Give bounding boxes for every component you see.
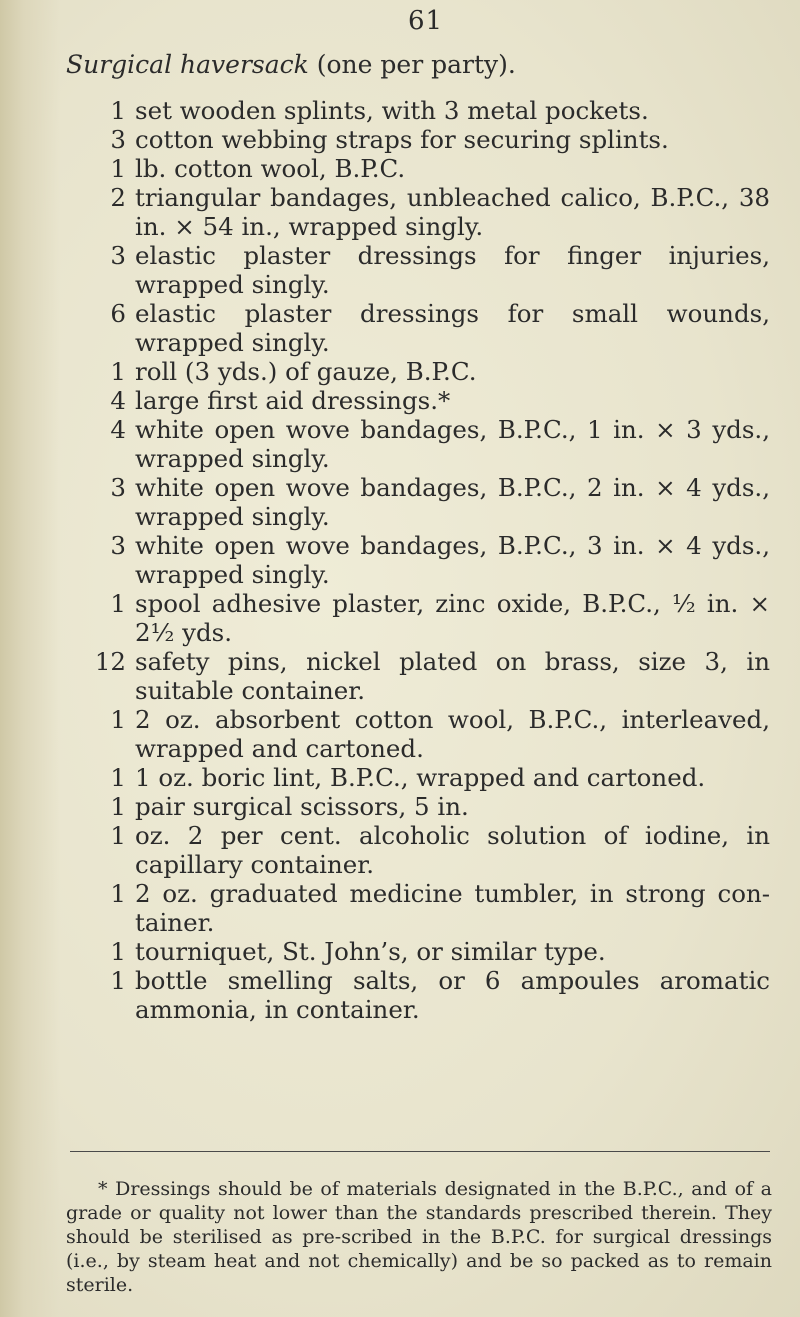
item-quantity: 3	[110, 125, 126, 154]
list-item	[70, 96, 770, 125]
list-item	[70, 241, 770, 299]
item-quantity: 4	[110, 386, 126, 415]
item-quantity: 1	[110, 705, 126, 734]
item-quantity: 1	[110, 154, 126, 183]
item-quantity: 4	[110, 415, 126, 444]
list-item	[70, 792, 770, 821]
list-item	[70, 705, 770, 763]
list-item	[70, 357, 770, 386]
item-description: 2 oz. absorbent cotton wool, B.P.C., interleaved, wrapped and cartoned.	[135, 705, 770, 763]
item-description: white open wove bandages, B.P.C., 3 in. × 4 yds., wrapped singly.	[135, 531, 770, 589]
list-item	[70, 183, 770, 241]
item-quantity: 1	[110, 879, 126, 908]
item-description: white open wove bandages, B.P.C., 1 in. × 3 yds., wrapped singly.	[135, 415, 770, 473]
list-item	[70, 879, 770, 937]
list-item	[70, 531, 770, 589]
list-item	[70, 299, 770, 357]
list-item	[70, 763, 770, 792]
item-description: oz. 2 per cent. alcoholic solution of iodine, in capillary container.	[135, 821, 770, 879]
list-item	[70, 589, 770, 647]
item-list	[70, 96, 770, 1024]
item-description: tourniquet, St. John’s, or similar type.	[135, 937, 606, 966]
item-description: elastic plaster dressings for finger injuries, wrapped singly.	[135, 241, 770, 299]
item-quantity: 1	[110, 763, 126, 792]
item-description: large first aid dressings.*	[135, 386, 451, 415]
footnote-divider	[70, 1151, 770, 1152]
item-quantity: 3	[110, 531, 126, 560]
item-description: 1 oz. boric lint, B.P.C., wrapped and cartoned.	[135, 763, 706, 792]
page-number: 61	[408, 6, 444, 36]
item-quantity: 1	[110, 966, 126, 995]
item-description: elastic plaster dressings for small wounds, wrapped singly.	[135, 299, 770, 357]
item-description: white open wove bandages, B.P.C., 2 in. × 4 yds., wrapped singly.	[135, 473, 770, 531]
item-quantity: 1	[110, 357, 126, 386]
item-description: safety pins, nickel plated on brass, size 3, in suitable container.	[135, 647, 770, 705]
item-quantity: 1	[110, 792, 126, 821]
item-quantity: 1	[110, 937, 126, 966]
item-description: 2 oz. graduated medicine tumbler, in strong con-tainer.	[135, 879, 770, 937]
list-item	[70, 473, 770, 531]
footnote: * Dressings should be of materials designated in the B.P.C., and of a grade or quality not lower than the standards prescribed therein. They should be sterilised as pre-scribed in the B.P.C. for surgical dressings (i.e., by steam heat and not chemically) and be so packed as to remain sterile.	[66, 1178, 772, 1296]
list-item	[70, 937, 770, 966]
heading-subtitle: (one per party).	[308, 50, 516, 79]
list-item	[70, 647, 770, 705]
item-quantity: 1	[110, 589, 126, 618]
item-description: bottle smelling salts, or 6 ampoules aromatic ammonia, in container.	[135, 966, 770, 1024]
item-quantity: 1	[110, 821, 126, 850]
list-item	[70, 386, 770, 415]
item-description: pair surgical scissors, 5 in.	[135, 792, 469, 821]
item-quantity: 3	[110, 241, 126, 270]
item-quantity: 2	[110, 183, 126, 212]
item-description: set wooden splints, with 3 metal pockets.	[135, 96, 649, 125]
item-description: lb. cotton wool, B.P.C.	[135, 154, 406, 183]
item-quantity: 1	[110, 96, 126, 125]
section-heading	[66, 50, 516, 79]
list-item	[70, 125, 770, 154]
item-quantity: 12	[94, 647, 126, 676]
item-quantity: 6	[110, 299, 126, 328]
item-description: triangular bandages, unbleached calico, B.P.C., 38 in. × 54 in., wrapped singly.	[135, 183, 770, 241]
page-edge-shadow	[0, 0, 60, 1317]
list-item	[70, 966, 770, 1024]
list-item	[70, 415, 770, 473]
item-description: spool adhesive plaster, zinc oxide, B.P.C., ½ in. × 2½ yds.	[135, 589, 770, 647]
heading-title: Surgical haversack	[66, 50, 309, 79]
item-quantity: 3	[110, 473, 126, 502]
list-item	[70, 154, 770, 183]
list-item	[70, 821, 770, 879]
item-description: roll (3 yds.) of gauze, B.P.C.	[135, 357, 477, 386]
item-description: cotton webbing straps for securing splints.	[135, 125, 669, 154]
